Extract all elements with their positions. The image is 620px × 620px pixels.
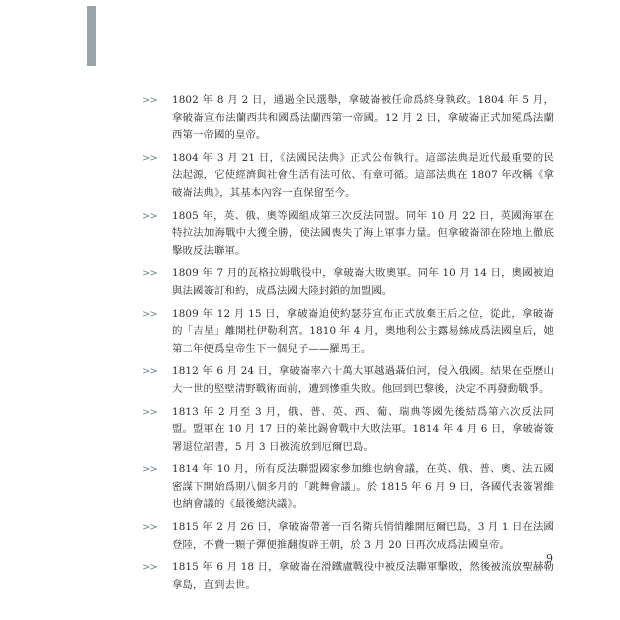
chronology-entry-1809-july: [142, 265, 554, 300]
chronology-entry-1809-december: [142, 306, 554, 359]
double-chevron-icon: >>: [142, 562, 157, 574]
chronology-list: [142, 92, 554, 599]
chronology-entry-1812: [142, 363, 554, 398]
entry-text: 1812 年 6 月 24 日，拿破崙率六十萬大軍越過聶伯河，侵入俄國。結果在亞歷山大一世的堅壁清野戰術面前，遭到慘重失敗。他回到巴黎後，決定不再發動戰爭。: [172, 365, 554, 395]
double-chevron-icon: >>: [142, 464, 157, 476]
chronology-entry-1802: [142, 92, 554, 145]
chronology-entry-1805: [142, 208, 554, 261]
chronology-entry-1804: [142, 150, 554, 203]
double-chevron-icon: >>: [142, 366, 157, 378]
entry-text: 1814 年 10 月，所有反法聯盟國家參加維也納會議，在英、俄、普、奧、法五國密謀下開始爲期八個多月的「跳舞會議」。於 1815 年 6 月 9 日，各國代表簽署維也納會議的《最後總決議》。: [172, 463, 554, 511]
entry-text: 1809 年 7 月的瓦格拉姆戰役中，拿破崙大敗奧軍。同年 10 月 14 日，奧國被迫與法國簽訂和約，成爲法國大陸封鎖的加盟國。: [172, 267, 554, 297]
double-chevron-icon: >>: [142, 522, 157, 534]
chronology-entry-1813: [142, 404, 554, 457]
entry-text: 1804 年 3 月 21 日，《法國民法典》正式公布執行。這部法典是近代最重要的民法起源，它使經濟與社會生活有法可依、有章可循。這部法典在 1807 年改稱《拿破崙法典》，其基本內容一直保留至今。: [172, 151, 554, 199]
entry-text: 1815 年 2 月 26 日，拿破崙帶著一百名衛兵悄悄離開厄爾巴島，3 月 1 日在法國登陸，不費一顆子彈便推翻復辟王朝，於 3 月 20 日再次成爲法國皇帝。: [172, 521, 554, 551]
entry-text: 1815 年 6 月 18 日，拿破崙在滑鐵盧戰役中被反法聯軍擊敗，然後被流放聖赫勒拿島，直到去世。: [172, 561, 554, 591]
entry-text: 1809 年 12 月 15 日，拿破崙迫使約瑟芬宣布正式放棄王后之位，從此，拿破崙的「吉星」離開杜伊勒利宮。1810 年 4 月，奧地利公主露易絲成爲法國皇后，她第二年便爲皇帝生下一個兒子——羅馬王。: [172, 307, 554, 355]
chronology-entry-1814: [142, 461, 554, 514]
decorative-side-bar: [87, 6, 96, 66]
double-chevron-icon: >>: [142, 268, 157, 280]
double-chevron-icon: >>: [142, 406, 157, 418]
double-chevron-icon: >>: [142, 210, 157, 222]
entry-text: 1802 年 8 月 2 日，通過全民選舉，拿破崙被任命爲終身執政。1804 年 5 月，拿破崙宣布法蘭西共和國爲法蘭西第一帝國。12 月 2 日，拿破崙正式加冕爲法蘭西第一帝國的皇帝。: [172, 94, 554, 142]
page-number: 9: [546, 552, 553, 565]
chronology-entry-1815-february: [142, 519, 554, 554]
entry-text: 1813 年 2 月至 3 月，俄、普、英、西、葡、瑞典等國先後結爲第六次反法同盟。盟軍在 10 月 17 日的萊比錫會戰中大敗法軍。1814 年 4 月 6 日，拿破崙簽署退位詔書，5 月 3 日被流放到厄爾巴島。: [172, 405, 554, 453]
double-chevron-icon: >>: [142, 308, 157, 320]
double-chevron-icon: >>: [142, 95, 157, 106]
entry-text: 1805 年，英、俄、奧等國組成第三次反法同盟。同年 10 月 22 日，英國海軍在特拉法加海戰中大獲全勝，使法國喪失了海上軍事力量。但拿破崙卻在陸地上徹底擊敗反法聯軍。: [172, 209, 554, 257]
double-chevron-icon: >>: [142, 152, 157, 164]
chronology-entry-1815-june: [142, 559, 554, 594]
